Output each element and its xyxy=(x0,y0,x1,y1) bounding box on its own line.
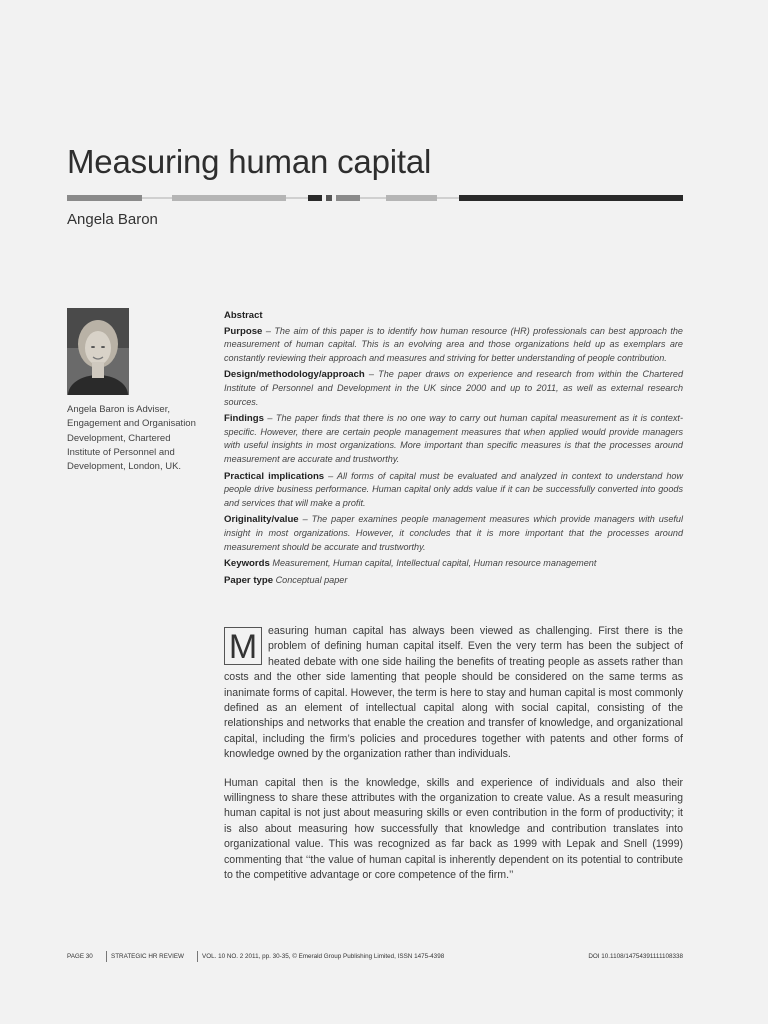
journal-name: STRATEGIC HR REVIEW xyxy=(111,953,185,960)
drop-cap: M xyxy=(224,627,262,665)
author-photo xyxy=(67,308,129,395)
abstract-design: Design/methodology/approach – The paper draws on experience and research from within the Chartered Institute of Personnel and Development in the UK since 2000 and up to 2011, as well as external research sources. xyxy=(224,369,683,407)
doi: DOI 10.1108/14754391111108338 xyxy=(588,953,683,960)
body-text xyxy=(224,624,683,897)
abstract-keywords: Keywords Measurement, Human capital, Intellectual capital, Human resource management xyxy=(224,558,597,570)
abstract-originality: Originality/value – The paper examines people management measures which provide managers with useful insight in most organizations. However, it concludes that it is more important that the processes around measurement should be accurate and trustworthy. xyxy=(224,514,683,552)
footer-separator xyxy=(197,951,198,962)
page-number: PAGE 30 xyxy=(67,953,93,960)
abstract-paper-type: Paper type Conceptual paper xyxy=(224,574,348,586)
body-paragraph-1: M easuring human capital has always been viewed as challenging. First there is the problem of defining human capital itself. Even the very term has been the subject of heated debate with one side hailing the benefits of treating people as assets rather than costs and the other side lamenting that people should be considered on the same terms as inanimate forms of capital. However, the term is here to stay and human capital is most commonly defined as an element of intellectual capital along with social capital, consisting of the relationships and networks that enable the creation and transfer of knowledge, and organizational capital, including the firm’s policies and procedures together with patents and other forms of knowledge owned by the organization rather than individuals. xyxy=(224,625,683,761)
abstract-findings: Findings – The paper finds that there is no one way to carry out human capital measurement as it is context-specific. However, there are certain people management measures that when applied would provide managers with useful insights in most organizations. More important than specific measures is that the processes around measurement are accurate and trustworthy. xyxy=(224,413,683,464)
abstract xyxy=(224,309,683,590)
body-paragraph-2: Human capital then is the knowledge, skills and experience of individuals and also their willingness to share these attributes with the organization to create value. As a result measuring human capital is not just about measuring skills or even contribution in the form of productivity; it is also about measuring how successfully that knowledge and contribution translates into organizational value. This was recognized as far back as 1999 with Lepak and Snell (1999) commenting that ‘‘the value of human capital is inherently dependent on its potential to contribute to the competitive advantage or core competence of the firm.’’ xyxy=(224,776,683,882)
paper-title: Measuring human capital xyxy=(67,143,432,180)
abstract-heading: Abstract xyxy=(224,310,263,321)
author-name: Angela Baron xyxy=(67,211,158,228)
abstract-purpose: Purpose – The aim of this paper is to identify how human resource (HR) professionals can best approach the measurement of human capital. This is an evolving area and those organizations held up as exemplars are constantly reviewing their approach and measures and striving for better understanding of people contribution. xyxy=(224,325,683,363)
footer-separator xyxy=(106,951,107,962)
abstract-implications: Practical implications – All forms of capital must be evaluated and analyzed in context to understand how people drive business performance. Human capital only adds value if it can be successfully converted into goods and services that will make a profit. xyxy=(224,470,684,508)
citation: VOL. 10 NO. 2 2011, pp. 30-35, © Emerald Group Publishing Limited, ISSN 1475-4398 xyxy=(202,953,445,960)
author-bio: Angela Baron is Adviser, Engagement and Organisation Development, Chartered Institute of Personnel and Development, London, UK. xyxy=(67,404,196,473)
